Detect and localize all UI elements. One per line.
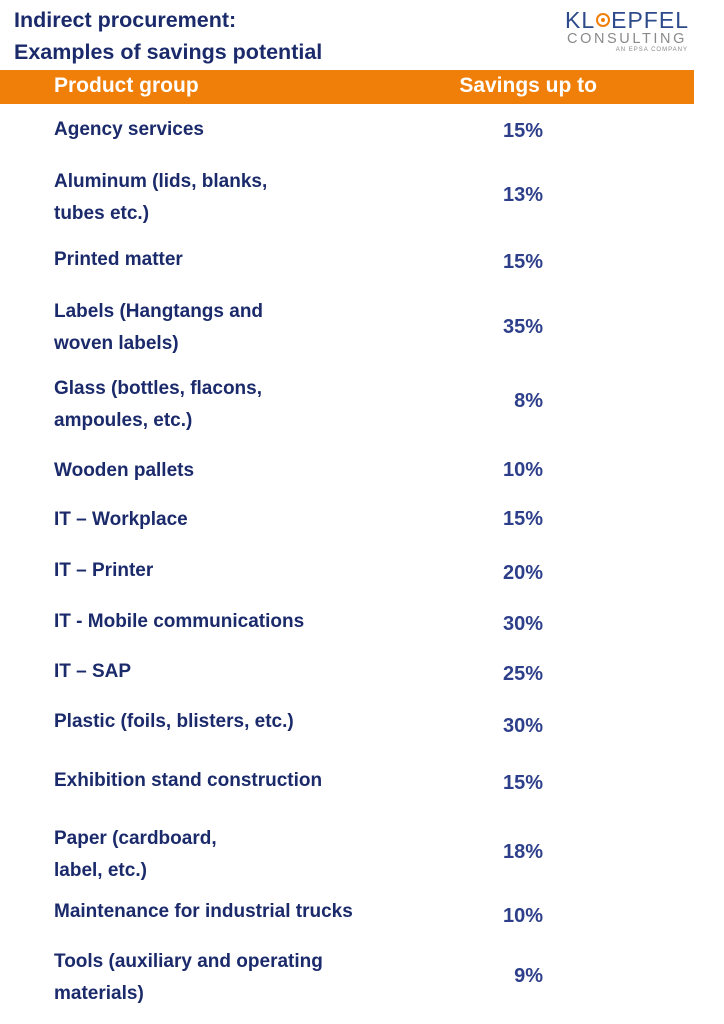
column-header-product: Product group <box>54 74 199 97</box>
savings-value: 15% <box>502 508 543 530</box>
product-name: Printed matter <box>54 249 183 270</box>
savings-value: 15% <box>502 251 543 273</box>
savings-value: 30% <box>502 715 543 737</box>
savings-value: 13% <box>502 184 543 206</box>
product-name: Glass (bottles, flacons, ampoules, etc.) <box>54 378 262 431</box>
product-name: Plastic (foils, blisters, etc.) <box>54 711 294 732</box>
page-title <box>14 4 322 68</box>
savings-value: 18% <box>502 841 543 863</box>
savings-value: 30% <box>502 613 543 635</box>
product-name: Agency services <box>54 119 204 140</box>
product-name: IT – Printer <box>54 560 154 581</box>
logo-circle-icon <box>596 13 610 27</box>
savings-value: 9% <box>514 965 543 987</box>
savings-value: 35% <box>502 316 543 338</box>
product-name: Tools (auxiliary and operating materials) <box>54 951 323 1004</box>
savings-value: 15% <box>502 120 543 142</box>
logo-subtitle: CONSULTING <box>567 31 687 47</box>
title-line-2: Examples of savings potential <box>14 40 323 64</box>
savings-value: 15% <box>502 772 543 794</box>
logo-text-b: EPFEL <box>611 7 689 33</box>
product-name: Aluminum (lids, blanks, tubes etc.) <box>54 171 268 224</box>
company-logo <box>562 8 692 54</box>
product-name: Paper (cardboard, label, etc.) <box>54 828 217 881</box>
product-name: IT – SAP <box>54 661 132 682</box>
product-name: Wooden pallets <box>54 460 195 481</box>
product-name: Exhibition stand construction <box>54 770 323 791</box>
savings-value: 10% <box>502 459 543 481</box>
column-header-savings: Savings up to <box>459 74 597 97</box>
savings-value: 25% <box>502 663 543 685</box>
product-name: IT - Mobile communications <box>54 611 305 632</box>
savings-value: 8% <box>514 390 543 412</box>
product-name: Maintenance for industrial trucks <box>54 901 353 922</box>
savings-value: 20% <box>502 562 543 584</box>
title-line-1: Indirect procurement: <box>14 8 237 32</box>
product-name: IT – Workplace <box>54 509 188 530</box>
logo-wordmark <box>562 8 692 32</box>
product-name: Labels (Hangtangs and woven labels) <box>54 301 264 354</box>
logo-text-a: KL <box>564 7 596 33</box>
logo-tagline: AN EPSA COMPANY <box>615 47 688 53</box>
savings-value: 10% <box>502 905 543 927</box>
table-header <box>0 70 694 104</box>
